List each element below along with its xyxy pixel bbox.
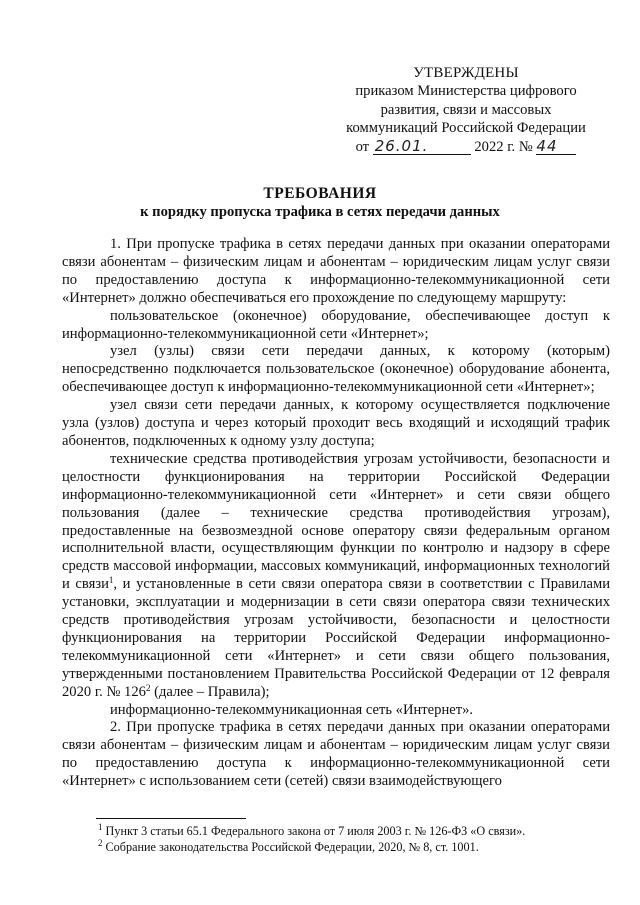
paragraph-7: 2. При пропуске трафика в сетях передачи данных при оказании операторами связи абонентам – физическим лицам и абонентам – юридическим лицам услуг связи по предоставлению доступа к информационно-телекоммуникационной сети «Интернет» с использованием сети (сетей) связи взаимодействующего: [62, 719, 610, 790]
date-prefix: от: [355, 138, 370, 155]
footnote-1-text: Пункт 3 статьи 65.1 Федерального закона от 7 июля 2003 г. № 126-ФЗ «О связи».: [102, 824, 526, 838]
approval-line-3: коммуникаций Российской Федерации: [346, 120, 586, 137]
footnote-divider: [96, 818, 246, 819]
footnote-2-mark: 2: [98, 837, 103, 848]
approval-line-1: приказом Министерства цифрового: [355, 83, 577, 100]
document-subtitle: к порядку пропуска трафика в сетях передачи данных: [140, 204, 500, 220]
title-block: [0, 184, 640, 222]
footnote-ref-2: 2: [145, 682, 151, 693]
handwritten-date: 26.01.: [373, 139, 471, 155]
handwritten-order-number: 44: [536, 139, 576, 155]
footnote-2-text: Собрание законодательства Российской Федерации, 2020, № 8, ст. 1001.: [102, 839, 479, 854]
paragraph-5-part-c: (далее – Правила);: [150, 683, 270, 700]
footnote-1: [98, 824, 608, 840]
paragraph-4: узел связи сети передачи данных, к которому осуществляется подключение узла (узлов) доступа и через который проходит весь входящий и исходящий трафик абонентов, подключенных к одному узлу доступа;: [62, 397, 610, 449]
paragraph-2: пользовательское (оконечное) оборудование, обеспечивающее доступ к информационно-телекоммуникационной сети «Интернет»;: [62, 307, 610, 342]
footnote-1-mark: 1: [98, 822, 103, 832]
paragraph-5-part-a: технические средства противодействия угрозам устойчивости, безопасности и целостности функционирования на территории Российской Федерации информационно-телекоммуникационной сети «Интернет» и сети связи общего пользования (далее – технические средства противодействия угрозам), предоставленные на безвозмездной основе оператору связи федеральным органом исполнительной власти, осуществляющим функции по контролю и надзору в сфере средств массовой информации, массовых коммуникаций, информационных технологий и связи: [62, 450, 610, 593]
paragraph-1: 1. При пропуске трафика в сетях передачи данных при оказании операторами связи абонентам – физическим лицам и абонентам – юридическим лицам услуг связи по предоставлению доступа к информационно-телекоммуникационной сети «Интернет» должно обеспечиваться его прохождение по следующему маршруту:: [62, 236, 610, 306]
order-year: 2022 г. №: [474, 138, 533, 155]
paragraph-3: узел (узлы) связи сети передачи данных, к которому (которым) непосредственно подключается пользовательское (оконечное) оборудование абонента, обеспечивающее доступ к информационно-телекоммуникационной сети «Интернет»;: [62, 343, 610, 396]
document-body: [62, 236, 610, 791]
document-title: ТРЕБОВАНИЯ: [263, 185, 377, 202]
paragraph-6: информационно-телекоммуникационная сеть «Интернет».: [110, 701, 474, 718]
approval-date-line: [330, 138, 602, 156]
approval-line-2: развития, связи и массовых: [380, 101, 552, 118]
footnote-2: [98, 837, 608, 856]
approval-block: [330, 64, 602, 156]
approval-heading: УТВЕРЖДЕНЫ: [413, 65, 519, 81]
paragraph-5-part-b: , и установленные в сети связи оператора связи в соответствии с Правилами установки, эксплуатации и модернизации в сети связи оператора связи технических средств противодействия угрозам устойчивости, безопасности и целостности функционирования на территории Российской Федерации информационно-телекоммуникационной сети «Интернет» и сети связи общего пользования, утвержденными постановлением Правительства Российской Федерации от 12 февраля 2020 г. № 126: [62, 576, 611, 700]
footnotes: [98, 824, 608, 855]
footnote-ref-1: 1: [108, 575, 114, 586]
paragraph-5: [62, 451, 610, 702]
